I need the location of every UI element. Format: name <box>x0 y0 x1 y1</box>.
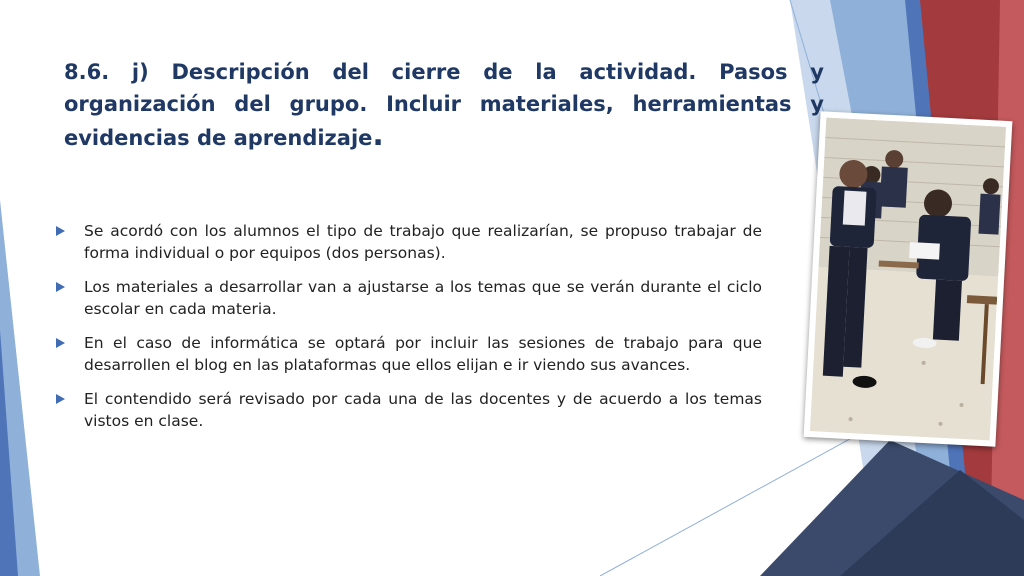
bullet-item <box>56 388 762 432</box>
triangle-bullet-icon <box>56 282 65 292</box>
title-line-3 <box>64 120 824 154</box>
triangle-bullet-icon <box>56 226 65 236</box>
bullet-text: Los materiales a desarrollar van a ajustarse a los temas que se verán durante el ciclo escolar en cada materia. <box>84 278 762 318</box>
triangle-bullet-icon <box>56 394 65 404</box>
students-photo-image <box>810 118 1006 441</box>
bullet-text: En el caso de informática se optará por incluir las sesiones de trabajo para que desarrollen el blog en las plataformas que ellos elijan e ir viendo sus avances. <box>84 334 762 374</box>
bullet-item <box>56 220 762 264</box>
bullet-list <box>56 220 762 444</box>
slide-title <box>64 56 824 154</box>
bullet-text: Se acordó con los alumnos el tipo de trabajo que realizarían, se propuso trabajar de forma individual o por equipos (dos personas). <box>84 222 762 262</box>
title-line-1: 8.6. j) Descripción del cierre de la actividad. Pasos y <box>64 60 824 84</box>
title-line-2: organización del grupo. Incluir materiales, herramientas y <box>64 92 824 116</box>
triangle-bullet-icon <box>56 338 65 348</box>
bullet-item <box>56 332 762 376</box>
classroom-photo <box>804 111 1013 447</box>
bullet-text: El contendido será revisado por cada una de las docentes y de acuerdo a los temas vistos en clase. <box>84 390 762 430</box>
bullet-item <box>56 276 762 320</box>
title-line-3-text: evidencias de aprendizaje <box>64 126 373 150</box>
title-period: . <box>372 118 384 153</box>
